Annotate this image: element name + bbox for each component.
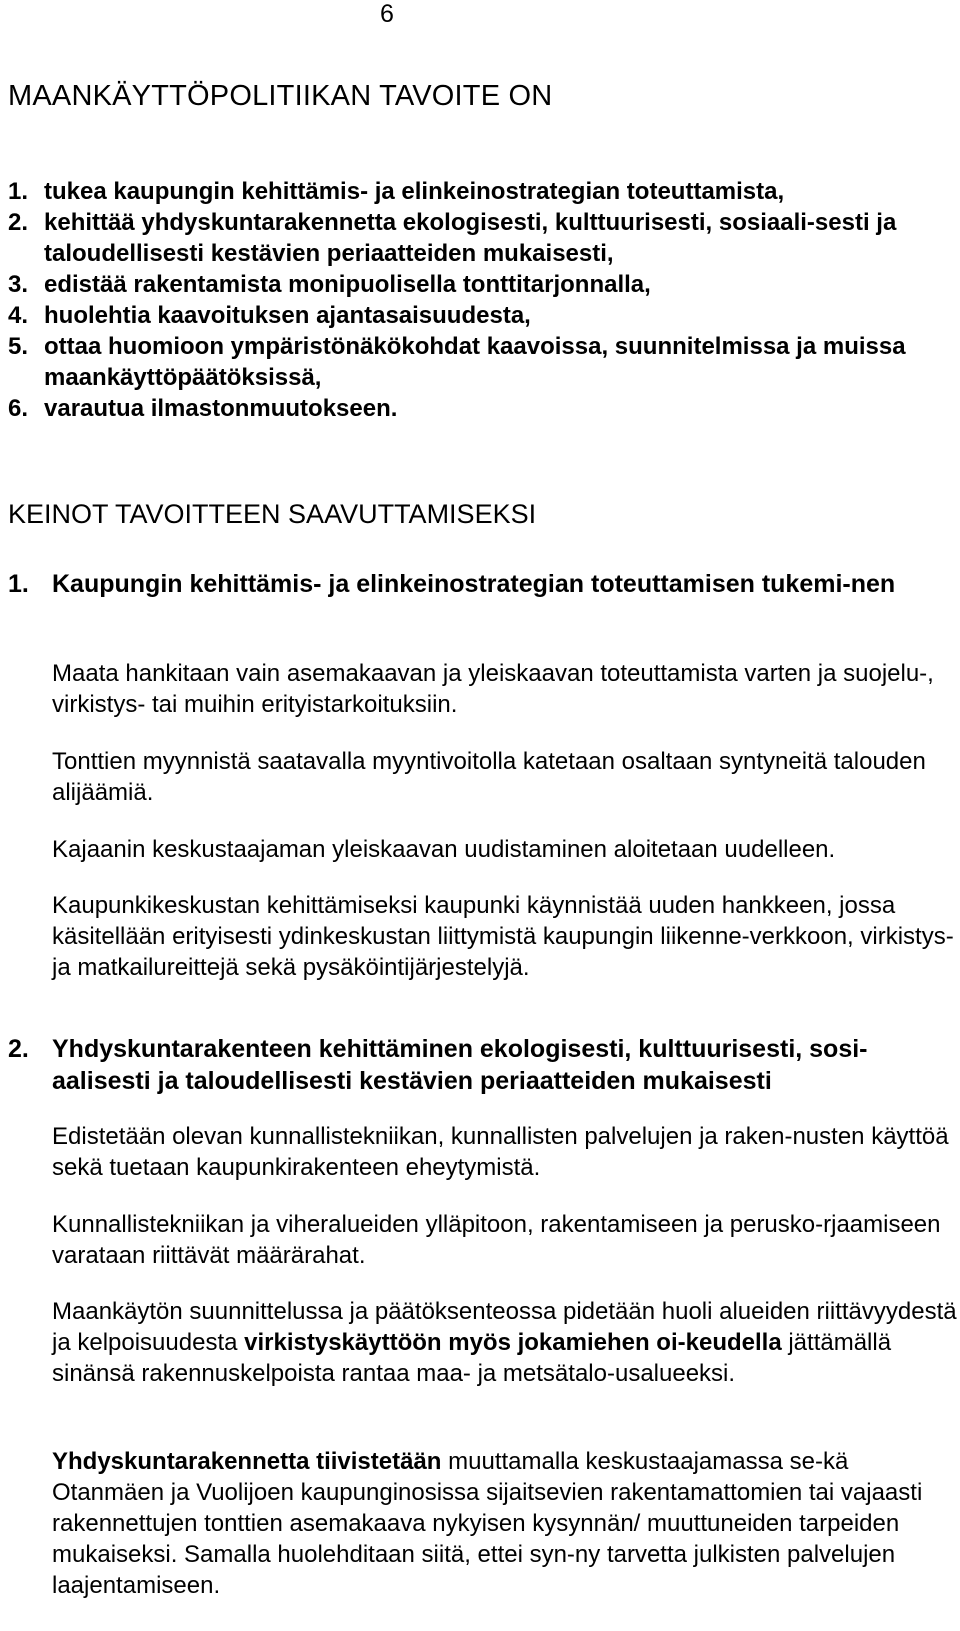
section-title: Kaupungin kehittämis- ja elinkeinostrategian toteuttamisen tukemi-nen: [52, 570, 896, 598]
goal-item: [8, 300, 958, 331]
section-1-heading: [8, 568, 958, 600]
goal-number: 2.: [8, 209, 29, 236]
goal-item: [8, 207, 958, 269]
paragraph: Kunnallistekniikan ja viheralueiden ylläpitoon, rakentamiseen ja perusko-rjaamiseen varataan riittävät määrärahat.: [52, 1211, 941, 1269]
paragraph-text: muuttamalla keskustaajamassa se-kä Otanmäen ja Vuolijoen kaupunginosissa sijaitsevien rakentamattomien tai vajaasti rakennettujen tonttien asemakaava nykyisen kysynnän/ muuttuneiden tarpeiden mukaiseksi. Samalla huolehditaan siitä, ettei syn-ny tarvetta julkisten palvelujen laajentamiseen.: [52, 1448, 923, 1599]
section-title: Yhdyskuntarakenteen kehittäminen ekologisesti, kulttuurisesti, sosi-aalisesti ja taloudellisesti kestävien periaatteiden mukaisesti: [52, 1035, 868, 1095]
goal-text: varautua ilmastonmuutokseen.: [44, 395, 398, 422]
paragraph: Edistetään olevan kunnallistekniikan, kunnallisten palvelujen ja raken-nusten käyttöä sekä tuetaan kaupunkirakenteen eheytymistä.: [52, 1123, 949, 1181]
goal-text: tukea kaupungin kehittämis- ja elinkeinostrategian toteuttamista,: [44, 178, 785, 205]
paragraph-text: jättämällä sinänsä rakennuskelpoista rantaa maa- ja metsätalo-usalueeksi.: [52, 1329, 892, 1387]
paragraph-text: Maankäytön suunnittelussa ja päätöksenteossa pidetään huoli alueiden riittävyydestä ja kelpoisuudesta: [52, 1298, 957, 1356]
goal-item: [8, 331, 958, 393]
section-2-heading: [8, 1033, 958, 1097]
paragraph: Tonttien myynnistä saatavalla myyntivoitolla katetaan osaltaan syntyneitä talouden alijäämiä.: [52, 748, 926, 806]
goal-number: 1.: [8, 178, 29, 205]
paragraph: Kajaanin keskustaajaman yleiskaavan uudistaminen aloitetaan uudelleen.: [52, 836, 836, 863]
goal-item: [8, 269, 958, 300]
paragraph: Maata hankitaan vain asemakaavan ja yleiskaavan toteuttamista varten ja suojelu-, virkistys- tai muihin erityistarkoituksiin.: [52, 660, 934, 718]
goal-item: [8, 176, 958, 207]
goal-text: edistää rakentamista monipuolisella tonttitarjonnalla,: [44, 271, 651, 298]
goal-number: 3.: [8, 271, 29, 298]
goal-item: [8, 393, 958, 424]
emphasis-text: virkistyskäyttöön myös jokamiehen oi-keudella: [244, 1329, 782, 1356]
goal-number: 5.: [8, 333, 29, 360]
paragraph: Kaupunkikeskustan kehittämiseksi kaupunki käynnistää uuden hankkeen, jossa käsitellään erityisesti ydinkeskustan liittymistä kaupungin liikenne-verkkoon, virkistys- ja matkailureittejä sekä pysäköintijärjestelyjä.: [52, 892, 954, 981]
goal-text: ottaa huomioon ympäristönäkökohdat kaavoissa, suunnitelmissa ja muissa maankäyttöpäätöksissä,: [44, 333, 906, 391]
goal-number: 4.: [8, 302, 29, 329]
goal-text: kehittää yhdyskuntarakennetta ekologisesti, kulttuurisesti, sosiaali-sesti ja taloudellisesti kestävien periaatteiden mukaisesti,: [44, 209, 897, 267]
paragraph: [52, 1446, 957, 1601]
emphasis-text: Yhdyskuntarakennetta tiivistetään: [52, 1448, 442, 1475]
section-number: 2.: [8, 1035, 29, 1063]
page-number: 6: [380, 0, 394, 28]
goal-text: huolehtia kaavoituksen ajantasaisuudesta,: [44, 302, 531, 329]
section-number: 1.: [8, 570, 29, 598]
goal-list: [8, 176, 958, 424]
paragraph: [52, 1296, 957, 1389]
goal-number: 6.: [8, 395, 29, 422]
heading-goal: MAANKÄYTTÖPOLITIIKAN TAVOITE ON: [8, 80, 553, 112]
heading-means: KEINOT TAVOITTEEN SAAVUTTAMISEKSI: [8, 499, 537, 529]
